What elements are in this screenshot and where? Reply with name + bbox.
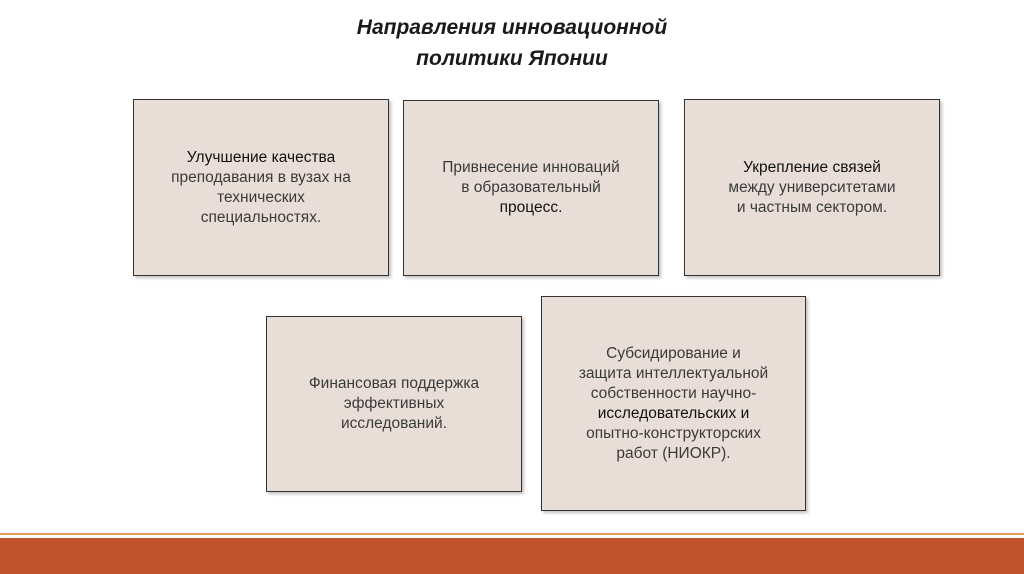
box-text-line: эффективных	[343, 395, 445, 412]
box-text-line: Улучшение качества	[186, 148, 336, 166]
box-text-line: и частным сектором.	[736, 198, 888, 216]
direction-box-rnd-subsidies	[541, 296, 806, 511]
box-text-line: Финансовая поддержка	[308, 375, 480, 392]
box-text-line: технических	[217, 188, 305, 206]
box-text-line: преподавания в вузах на	[171, 168, 351, 186]
box-text-line: защита интеллектуальной	[578, 364, 769, 382]
box-text-line: исследований.	[340, 415, 447, 432]
box-text-line: процесс.	[499, 199, 563, 216]
box-text-line: специальностях.	[200, 208, 322, 226]
direction-box-teaching-quality	[133, 99, 389, 276]
box-text-line: Привнесение инноваций	[442, 159, 620, 176]
box-text-line: Субсидирование и	[606, 344, 741, 362]
box-text-line: опытно-конструкторских	[586, 424, 761, 442]
direction-box-research-funding	[266, 316, 522, 492]
footer-bar	[0, 538, 1024, 574]
direction-box-university-business-ties	[684, 99, 940, 276]
box-text-line: исследовательских и	[597, 404, 750, 422]
footer-accent-line	[0, 533, 1024, 535]
box-text-line: собственности научно-	[590, 384, 757, 402]
box-text-line: в образовательный	[461, 179, 601, 196]
direction-box-education-innovation	[403, 100, 659, 276]
box-text-line: Укрепление связей	[743, 158, 881, 176]
slide-title	[262, 12, 762, 74]
slide-title-line-2: политики Японии	[416, 47, 608, 70]
box-text-line: между университетами	[728, 178, 896, 196]
slide-title-line-1: Направления инновационной	[356, 16, 668, 39]
box-text-line: работ (НИОКР).	[616, 444, 731, 462]
